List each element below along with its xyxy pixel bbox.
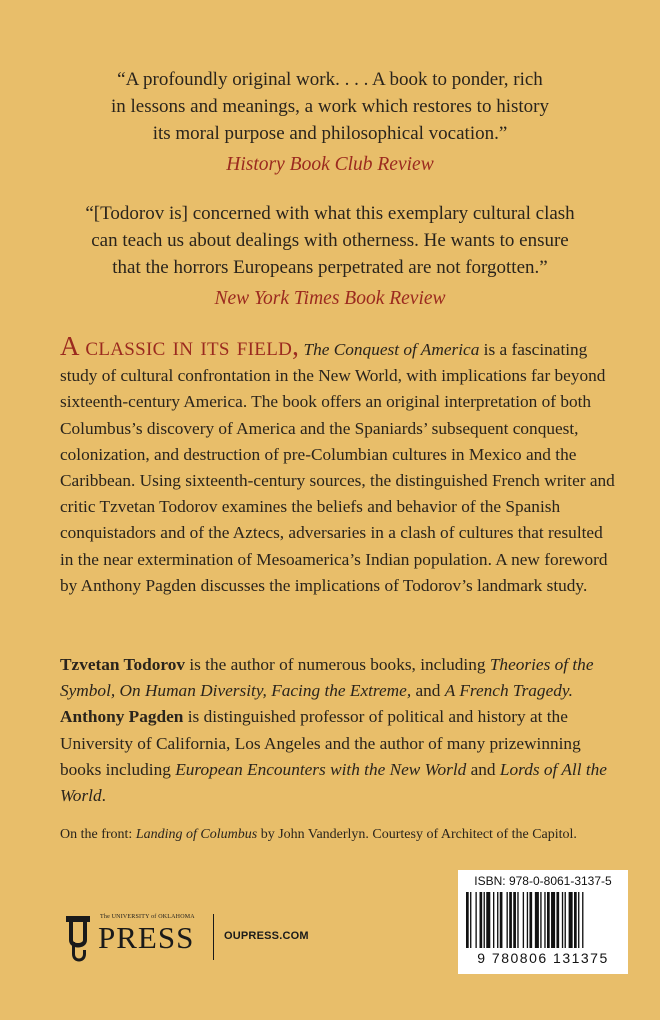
author-bio: is the author of numerous books, including	[189, 655, 486, 674]
foreword-book-1: European Encounters with the New World	[175, 759, 467, 779]
quote-1	[60, 66, 600, 178]
credit-prefix: On the front:	[60, 827, 133, 842]
quote-2	[60, 200, 600, 312]
barcode-bar	[551, 892, 555, 948]
barcode-bar	[540, 892, 541, 948]
credit-painting: Landing of Columbus	[135, 827, 258, 842]
barcode-bar	[547, 892, 550, 948]
barcode-bar	[475, 892, 476, 948]
foreword-book-2: Lords of All the World	[60, 759, 607, 806]
barcode-bar	[513, 892, 516, 948]
barcode-digits: 9 780806 131375	[477, 950, 609, 966]
publisher-logo	[60, 912, 320, 964]
author-and: and	[415, 681, 441, 701]
ou-monogram-icon	[60, 912, 96, 964]
barcode-bar	[565, 892, 566, 948]
barcode-bars	[466, 892, 620, 948]
barcode-bar	[578, 892, 579, 948]
barcode-bar	[480, 892, 483, 948]
barcode-bar	[574, 892, 577, 948]
book-description	[60, 333, 620, 599]
publisher-university: The UNIVERSITY of OKLAHOMA	[100, 914, 195, 920]
barcode-bar	[500, 892, 503, 948]
quote-1-line-2: in lessons and meanings, a work which restores to history	[111, 96, 549, 117]
quote-2-line-2: can teach us about dealings with otherness. He wants to ensure	[91, 230, 569, 251]
quote-2-line-1: “[Todorov is] concerned with what this exemplary cultural clash	[85, 203, 575, 224]
barcode-bar	[556, 892, 559, 948]
book-title: The Conquest of America	[303, 340, 480, 359]
quote-1-attribution: History Book Club Review	[226, 154, 434, 175]
quote-2-attribution: New York Times Book Review	[214, 288, 446, 309]
barcode-bar	[497, 892, 498, 948]
barcode-bar	[523, 892, 524, 948]
isbn-barcode	[458, 870, 628, 974]
quote-2-line-3: that the horrors Europeans perpetrated are not forgotten.”	[112, 257, 548, 278]
foreword-end: .	[101, 786, 106, 806]
barcode-bar	[535, 892, 539, 948]
author-last-book: A French Tragedy.	[444, 681, 573, 701]
barcode-bar	[569, 892, 573, 948]
foreword-name: Anthony Pagden	[60, 707, 184, 727]
description-lead: A classic in its field,	[60, 331, 300, 361]
quote-1-line-1: “A profoundly original work. . . . A book to ponder, rich	[117, 69, 543, 90]
barcode-bar	[484, 892, 485, 948]
barcode-bar	[544, 892, 545, 948]
credit-suffix: by John Vanderlyn. Courtesy of Architect of the Capitol.	[260, 827, 577, 842]
barcode-bar	[582, 892, 583, 948]
publisher-press-wordmark: PRESS	[98, 920, 195, 955]
logo-divider	[213, 914, 214, 960]
barcode-bar	[470, 892, 471, 948]
publisher-url: OUPRESS.COM	[224, 930, 309, 942]
barcode-bar	[466, 892, 469, 948]
quote-1-line-3: its moral purpose and philosophical vocation.”	[152, 123, 508, 144]
author-name: Tzvetan Todorov	[60, 655, 185, 674]
cover-credit	[60, 826, 640, 844]
contributor-bios	[60, 652, 620, 809]
barcode-bar	[486, 892, 490, 948]
barcode-bar	[493, 892, 494, 948]
barcode-bar	[509, 892, 512, 948]
barcode-bar	[529, 892, 532, 948]
barcode-bar	[527, 892, 528, 948]
description-text: is a fascinating study of cultural confrontation in the New World, with implications far beyond sixteenth-century America. The book offers an original interpretation of both Columbus’s discovery of America and the Spaniards’ subsequent conquest, colonization, and destruction of pre-Columbian cultures in Mexico and the Caribbean. Using sixteenth-century sources, the distinguished French writer and critic Tzvetan Todorov examines the beliefs and behavior of the Spanish conquistadors and of the Aztecs, adversaries in a clash of cultures that resulted in the near extermination of Mesoamerica’s Indian population. A new foreword by Anthony Pagden discusses the implications of Todorov’s landmark study.	[60, 340, 615, 595]
barcode-bar	[517, 892, 518, 948]
foreword-bio: is distinguished professor of political and history at the University of California, Los Angeles and the author of many prizewinning books including	[60, 707, 581, 779]
author-books: Theories of the Symbol, On Human Diversity, Facing the Extreme,	[60, 655, 594, 701]
barcode-bar	[562, 892, 563, 948]
isbn-label: ISBN: 978-0-8061-3137-5	[474, 874, 612, 888]
foreword-and: and	[470, 759, 496, 779]
barcode-bar	[507, 892, 508, 948]
